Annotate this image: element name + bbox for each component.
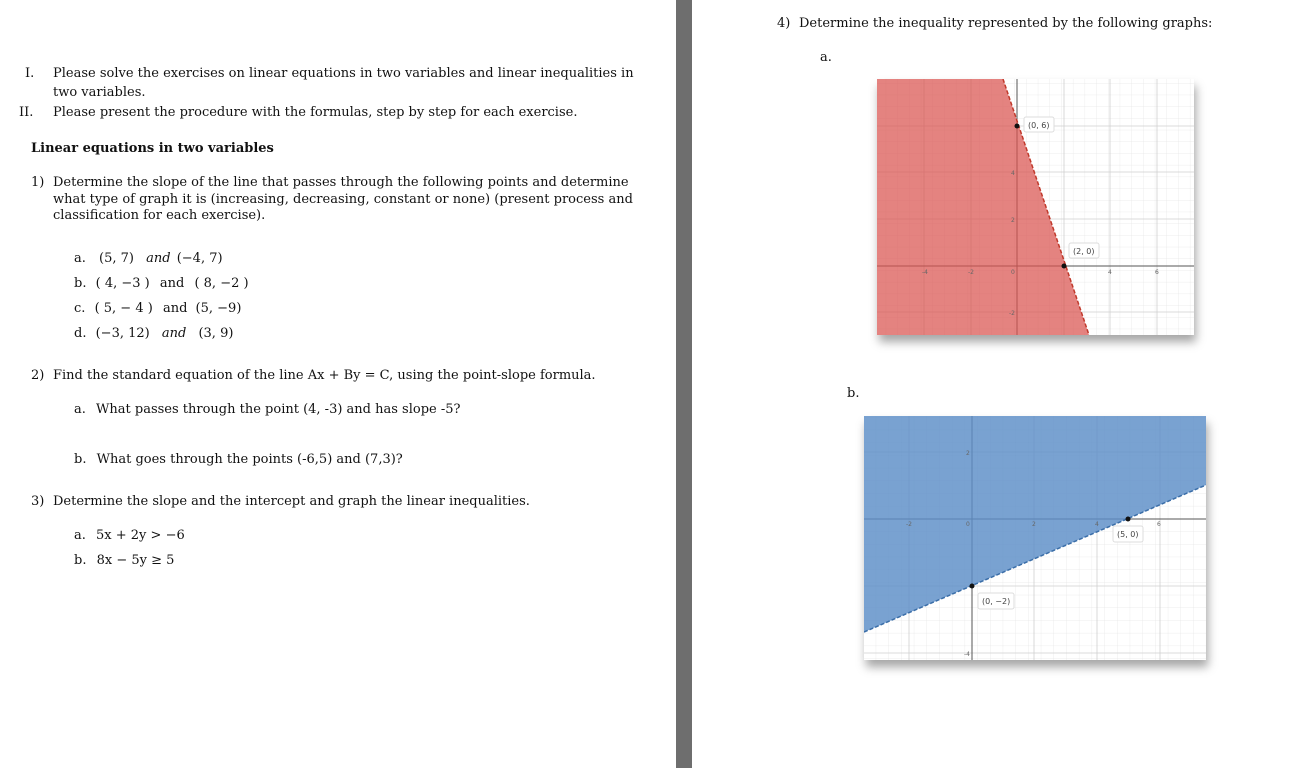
point-label: (0, −2): [982, 597, 1011, 606]
item-letter: a.: [74, 251, 86, 266]
item-letter: b.: [74, 276, 87, 291]
q1-item-b: [74, 276, 249, 293]
question-text: Determine the inequality represented by the following graphs:: [799, 16, 1213, 31]
question-text: Determine the slope of the line that passes through the following points and determine: [53, 175, 629, 190]
section-title: Linear equations in two variables: [31, 141, 274, 156]
tick-label: 6: [1155, 269, 1159, 276]
point-label: (0, 6): [1028, 121, 1050, 130]
conjunction: and: [146, 251, 171, 266]
question-text: Determine the slope and the intercept and graph the linear inequalities.: [53, 494, 530, 509]
graph-a-plot: [877, 79, 1194, 335]
point: (5, −9): [195, 301, 242, 316]
inequality: 8x − 5y ≥ 5: [96, 553, 175, 568]
tick-label: 2: [1032, 521, 1036, 528]
graph-b-plot: [864, 416, 1206, 660]
question-number: 3): [31, 494, 45, 509]
tick-label: 4: [1095, 521, 1099, 528]
page-gutter: [676, 0, 692, 768]
point-marker: [970, 584, 975, 589]
instruction-text: Please present the procedure with the formulas, step by step for each exercise.: [53, 105, 578, 120]
tick-label: 0: [966, 521, 970, 528]
item-letter: b.: [74, 553, 87, 568]
conjunction: and: [159, 276, 185, 291]
q2-item-b: [74, 452, 403, 469]
graph-a: [877, 79, 1194, 335]
graph-b-letter: b.: [847, 386, 860, 401]
point: ( 8, −2 ): [194, 276, 249, 291]
instruction-numeral: I.: [25, 66, 35, 81]
item-letter: a.: [74, 528, 86, 543]
point: (−3, 12): [95, 326, 150, 341]
tick-label: 2: [966, 450, 970, 457]
point: ( 5, − 4 ): [94, 301, 153, 316]
point: (5, 7): [99, 251, 134, 266]
question-text-cont: what type of graph it is (increasing, decreasing, constant or none) (present process and: [53, 192, 633, 207]
q1-item-c: [74, 301, 241, 318]
question-number: 1): [31, 175, 45, 190]
tick-label: 2: [1011, 217, 1015, 224]
item-letter: c.: [74, 301, 86, 316]
tick-label: -4: [922, 269, 928, 276]
inequality: 5x + 2y > −6: [96, 528, 185, 543]
q2-item-a: [74, 402, 461, 419]
tick-label: 4: [1011, 170, 1015, 177]
q1-item-d: [74, 326, 233, 343]
point: (−4, 7): [176, 251, 223, 266]
q3-item-b: [74, 553, 174, 570]
tick-label: -4: [964, 651, 970, 658]
point-label: (2, 0): [1073, 247, 1095, 256]
item-letter: d.: [74, 326, 87, 341]
instruction-text-cont: two variables.: [53, 85, 146, 100]
question-number: 4): [777, 16, 791, 31]
tick-label: 0: [1011, 269, 1015, 276]
item-text: What goes through the points (-6,5) and (7,3)?: [96, 452, 403, 467]
tick-label: 6: [1157, 521, 1161, 528]
tick-label: -2: [906, 521, 912, 528]
graph-a-letter: a.: [820, 50, 832, 65]
question-number: 2): [31, 368, 45, 383]
tick-label: -2: [968, 269, 974, 276]
point-marker: [1062, 264, 1067, 269]
instruction-numeral: II.: [19, 105, 34, 120]
conjunction: and: [161, 326, 187, 341]
item-text: What passes through the point (4, -3) and has slope -5?: [96, 402, 461, 417]
point: ( 4, −3 ): [95, 276, 150, 291]
conjunction: and: [162, 301, 188, 316]
question-text-cont: classification for each exercise).: [53, 208, 266, 223]
point-marker: [1126, 517, 1131, 522]
tick-label: 4: [1108, 269, 1112, 276]
q3-item-a: [74, 528, 185, 545]
point-marker: [1015, 124, 1020, 129]
graph-b: [864, 416, 1206, 660]
item-letter: a.: [74, 402, 86, 417]
instruction-text: Please solve the exercises on linear equations in two variables and linear inequalities in: [53, 66, 634, 81]
question-text: Find the standard equation of the line Ax + By = C, using the point-slope formula.: [53, 368, 596, 383]
tick-label: -2: [1009, 310, 1015, 317]
q1-item-a: [74, 251, 223, 268]
point: (3, 9): [198, 326, 234, 341]
point-label: (5, 0): [1117, 530, 1139, 539]
item-letter: b.: [74, 452, 87, 467]
